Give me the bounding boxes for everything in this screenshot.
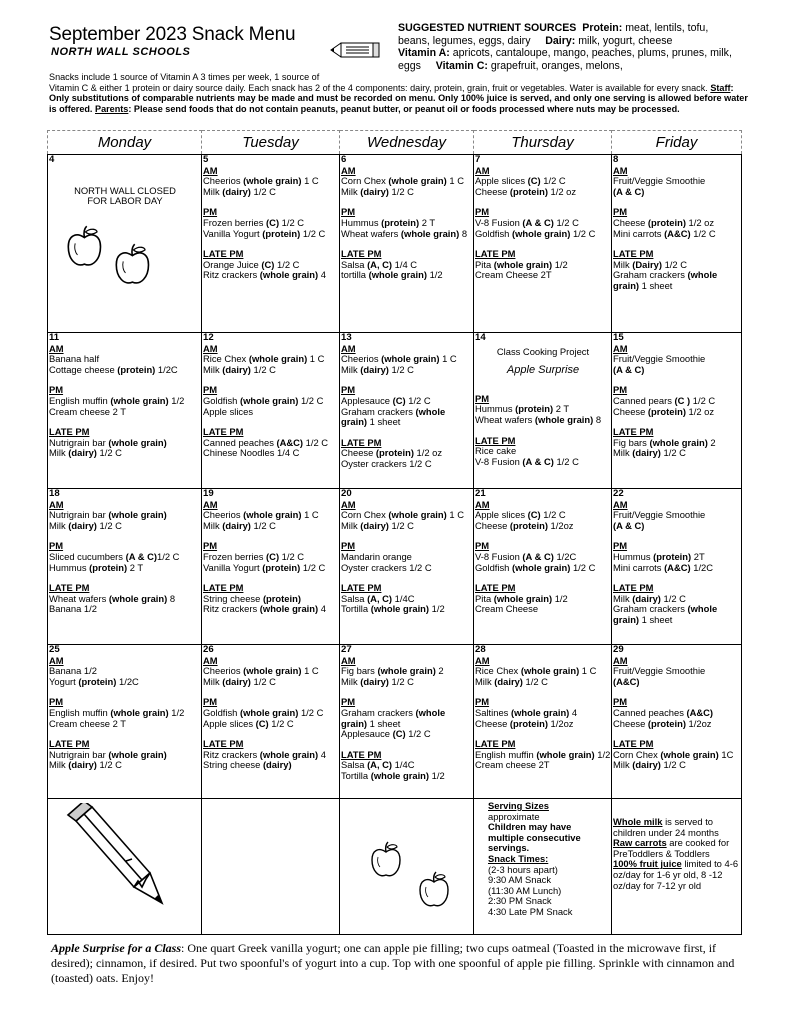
pm-label: PM xyxy=(203,206,218,218)
date-number: 25 xyxy=(49,644,60,655)
menu-item: V-8 Fusion (A & C) 1/2 C xyxy=(475,216,579,228)
date-number: 26 xyxy=(203,644,214,655)
pm-label: PM xyxy=(613,206,628,218)
am-label: AM xyxy=(341,498,356,510)
spacer xyxy=(341,375,473,385)
spacer xyxy=(203,531,339,541)
menu-item: Frozen berries (C) 1/2 C xyxy=(203,550,305,562)
am-label: AM xyxy=(613,498,628,510)
closed-notice: FOR LABOR DAY xyxy=(87,195,163,207)
protein-text: meat, lentils, tofu, beans, legumes, eggs, dairy xyxy=(398,22,709,47)
empty-cell xyxy=(202,799,340,935)
recipe-title: Apple Surprise for a Class xyxy=(51,941,182,955)
school-name: NORTH WALL SCHOOLS xyxy=(51,46,191,58)
late-pm-label: LATE PM xyxy=(341,436,382,448)
menu-item: Corn Chex (whole grain) 1 C xyxy=(341,175,464,187)
spacer xyxy=(475,531,611,541)
day-cell xyxy=(612,645,742,799)
spacer xyxy=(49,166,201,186)
menu-item: Chinese Noodles 1/4 C xyxy=(203,447,300,459)
whole-milk-text: is served to children under 24 months xyxy=(613,816,719,838)
am-label: AM xyxy=(613,654,628,666)
day-cell xyxy=(202,333,340,489)
day-cell xyxy=(202,645,340,799)
date-number: 15 xyxy=(613,332,624,343)
project-label: Class Cooking Project xyxy=(496,345,590,357)
menu-item: Cream cheese 2T xyxy=(475,759,550,771)
menu-item: Goldfish (whole grain) 1/2 C xyxy=(203,706,324,718)
menu-item: Cheerios (whole grain) 1 C xyxy=(341,353,457,365)
late-pm-label: LATE PM xyxy=(475,434,516,446)
pm-label: PM xyxy=(475,696,490,708)
pm-label: PM xyxy=(203,540,218,552)
menu-item: Cheese (protein) 1/2 oz xyxy=(475,185,577,197)
menu-item: Cream Cheese xyxy=(475,603,539,615)
late-pm-label: LATE PM xyxy=(341,248,382,260)
spacer xyxy=(475,384,611,394)
menu-item: Graham crackers (whole grain) 1 sheet xyxy=(613,269,718,291)
am-label: AM xyxy=(341,342,356,354)
am-label: AM xyxy=(341,164,356,176)
pm-label: PM xyxy=(341,696,356,708)
menu-item: English muffin (whole grain) 1/2 xyxy=(475,748,611,760)
staff-text: : Only substitutions of comparable nutrients may be made and must be recorded on menu. Only 100% juice is served, and only one serving is allowed before water is offered. xyxy=(49,82,748,114)
menu-item: Nutrigrain bar (whole grain) xyxy=(49,748,167,760)
spacer xyxy=(613,531,741,541)
menu-item: Fruit/Veggie Smoothie xyxy=(613,353,706,365)
menu-item: Yogurt (protein) 1/2C xyxy=(49,675,139,687)
serving-sizes-cell xyxy=(474,799,612,935)
apple-icon xyxy=(114,243,151,287)
spacer xyxy=(475,197,611,207)
pm-label: PM xyxy=(475,392,490,404)
menu-item: Fruit/Veggie Smoothie xyxy=(613,175,706,187)
raw-carrots-text: are cooked for PreToddlers & Toddlers xyxy=(613,837,730,859)
raw-carrots-label: Raw carrots xyxy=(613,837,667,849)
day-header: Thursday xyxy=(474,131,612,155)
spacer xyxy=(203,197,339,207)
serving-approx: approximate xyxy=(488,810,540,822)
vitamin-a-text: apricots, cantaloupe, mango, peaches, plums, prunes, milk, eggs xyxy=(398,47,732,72)
day-cell xyxy=(202,489,340,645)
spacer xyxy=(49,531,201,541)
pm-label: PM xyxy=(475,540,490,552)
date-number: 7 xyxy=(475,154,481,165)
pencil-icon xyxy=(329,38,381,64)
menu-item: Pita (whole grain) 1/2 xyxy=(475,592,568,604)
date-number: 8 xyxy=(613,154,619,165)
menu-item: Milk (dairy) 1/2 C xyxy=(613,447,686,459)
menu-item: Milk (dairy) 1/2 C xyxy=(341,185,414,197)
menu-item: Cheese (protein) 1/2 oz xyxy=(341,447,443,459)
late-pm-label: LATE PM xyxy=(203,426,244,438)
day-cell xyxy=(48,333,202,489)
day-cell xyxy=(474,645,612,799)
menu-item: String cheese (dairy) xyxy=(203,759,292,771)
menu-item: Oyster crackers 1/2 C xyxy=(341,561,432,573)
menu-item: Fruit/Veggie Smoothie xyxy=(613,509,706,521)
am-label: AM xyxy=(475,498,490,510)
spacer xyxy=(613,375,741,385)
menu-item: Cheerios (whole grain) 1 C xyxy=(203,175,319,187)
am-label: AM xyxy=(203,498,218,510)
page-title: September 2023 Snack Menu xyxy=(49,24,296,45)
snack-time: 4:30 Late PM Snack xyxy=(488,905,573,917)
menu-item: Milk (dairy) 1/2 C xyxy=(49,519,122,531)
menu-item: Nutrigrain bar (whole grain) xyxy=(49,509,167,521)
day-cell xyxy=(474,155,612,333)
date-number: 29 xyxy=(613,644,624,655)
menu-item: Saltines (whole grain) 4 xyxy=(475,706,578,718)
closed-notice: NORTH WALL CLOSED xyxy=(74,184,176,196)
menu-item: Banana 1/2 xyxy=(49,603,97,615)
day-cell xyxy=(612,489,742,645)
recipe-footer xyxy=(51,941,741,986)
am-label: AM xyxy=(49,654,64,666)
pm-label: PM xyxy=(341,384,356,396)
menu-item: Hummus (protein) 2T xyxy=(613,550,705,562)
notes-cell xyxy=(612,799,742,935)
date-number: 19 xyxy=(203,488,214,499)
spacer xyxy=(475,687,611,697)
menu-item: Cheese (protein) 1/2 oz xyxy=(613,216,715,228)
late-pm-label: LATE PM xyxy=(203,248,244,260)
snack-time: (2-3 hours apart) xyxy=(488,863,558,875)
date-number: 18 xyxy=(49,488,60,499)
am-label: AM xyxy=(49,498,64,510)
menu-item: Salsa (A, C) 1/4C xyxy=(341,592,415,604)
menu-item: tortilla (whole grain) 1/2 xyxy=(341,269,443,281)
vitamin-c-label: Vitamin C: xyxy=(435,59,488,72)
serving-note: multiple consecutive xyxy=(488,831,581,843)
pm-label: PM xyxy=(341,206,356,218)
am-label: AM xyxy=(203,654,218,666)
menu-item: Wheat wafers (whole grain) 8 xyxy=(341,227,468,239)
serving-note: servings. xyxy=(488,842,530,854)
day-cell xyxy=(48,155,202,333)
fruit-juice-text: limited to 4-6 oz/day for 1-6 yr old, 8 -12 oz/day for 7-12 yr old xyxy=(613,858,739,891)
late-pm-label: LATE PM xyxy=(49,582,90,594)
menu-item: V-8 Fusion (A & C) 1/2C xyxy=(475,550,577,562)
pm-label: PM xyxy=(203,696,218,708)
am-label: AM xyxy=(341,654,356,666)
day-header: Friday xyxy=(612,131,742,155)
menu-item: Fruit/Veggie Smoothie xyxy=(613,665,706,677)
menu-item: English muffin (whole grain) 1/2 xyxy=(49,706,185,718)
fruit-juice-note xyxy=(613,859,741,891)
date-number: 13 xyxy=(341,332,352,343)
menu-item: Applesauce (C) 1/2 C xyxy=(341,394,431,406)
menu-item: Graham crackers (whole grain) 1 sheet xyxy=(341,405,446,428)
day-header: Tuesday xyxy=(202,131,340,155)
day-cell xyxy=(612,155,742,333)
menu-item: Mandarin orange xyxy=(341,550,412,562)
serving-title: Serving Sizes xyxy=(488,800,549,811)
apple-icon xyxy=(418,871,450,909)
day-header: Wednesday xyxy=(340,131,474,155)
spacer xyxy=(203,375,339,385)
menu-item: Vanilla Yogurt (protein) 1/2 C xyxy=(203,227,326,239)
date-number: 22 xyxy=(613,488,624,499)
menu-item: Banana 1/2 xyxy=(49,665,97,677)
menu-item: Hummus (protein) 2 T xyxy=(341,216,436,228)
pm-label: PM xyxy=(341,540,356,552)
week-row xyxy=(48,333,742,489)
whole-milk-label: Whole milk xyxy=(613,816,663,827)
date-number: 6 xyxy=(341,154,347,165)
menu-item: Mini carrots (A&C) 1/2C xyxy=(613,561,714,573)
menu-item: Frozen berries (C) 1/2 C xyxy=(203,216,305,228)
late-pm-label: LATE PM xyxy=(49,738,90,750)
menu-item: Apple slices xyxy=(203,405,254,417)
menu-item: Cottage cheese (protein) 1/2C xyxy=(49,363,178,375)
menu-item: Milk (dairy) 1/2 C xyxy=(613,759,686,771)
spacer xyxy=(49,375,201,385)
date-number: 12 xyxy=(203,332,214,343)
menu-item: Milk (Dairy) 1/2 C xyxy=(613,258,687,270)
date-number: 11 xyxy=(49,332,60,343)
spacer xyxy=(341,531,473,541)
menu-item: (A & C) xyxy=(613,185,645,197)
day-cell xyxy=(340,155,474,333)
spacer xyxy=(341,687,473,697)
menu-item: Cheese (protein) 1/2 oz xyxy=(613,405,715,417)
date-number: 28 xyxy=(475,644,486,655)
apple-icon xyxy=(370,841,402,879)
late-pm-label: LATE PM xyxy=(203,738,244,750)
menu-item: Ritz crackers (whole grain) 4 xyxy=(203,748,326,760)
menu-item: Cheese (protein) 1/2oz xyxy=(613,717,712,729)
menu-item: Mini carrots (A&C) 1/2 C xyxy=(613,227,716,239)
spacer xyxy=(49,687,201,697)
vitamin-c-text: grapefruit, oranges, melons, xyxy=(490,59,623,72)
late-pm-label: LATE PM xyxy=(613,582,654,594)
pm-label: PM xyxy=(613,384,628,396)
snack-time: (11:30 AM Lunch) xyxy=(488,884,562,896)
late-pm-label: LATE PM xyxy=(613,248,654,260)
menu-item: Rice Chex (whole grain) 1 C xyxy=(203,353,325,365)
staff-label: Staff xyxy=(710,82,731,93)
intro-line-2: Vitamin C & either 1 protein or dairy source daily. Each snack has 2 of the 4 components: dairy, protein, grain, fruit or vegetables. Water is available for every snack. xyxy=(49,82,708,93)
day-header: Monday xyxy=(48,131,202,155)
day-cell xyxy=(340,489,474,645)
menu-item: Milk (dairy) 1/2 C xyxy=(475,675,548,687)
spacer xyxy=(613,197,741,207)
project-title: Apple Surprise xyxy=(506,364,580,377)
menu-item: Rice Chex (whole grain) 1 C xyxy=(475,665,597,677)
date-number: 27 xyxy=(341,644,352,655)
menu-item: Canned pears (C ) 1/2 C xyxy=(613,394,716,406)
menu-item: Canned peaches (A&C) xyxy=(613,706,714,718)
am-label: AM xyxy=(203,164,218,176)
raw-carrots-note xyxy=(613,838,741,859)
menu-item: Cheerios (whole grain) 1 C xyxy=(203,509,319,521)
week-row xyxy=(48,155,742,333)
pm-label: PM xyxy=(49,696,64,708)
intro-text xyxy=(49,72,749,114)
pm-label: PM xyxy=(613,540,628,552)
late-pm-label: LATE PM xyxy=(203,582,244,594)
spacer xyxy=(203,687,339,697)
recipe-text: : One quart Greek vanilla yogurt; one can apple pie filling; two cups oatmeal (Toasted in the microwave first, if desired); cinnamon, if desired. Put two spoonful's of yogurt into a cup. Top with one spoonful of apple pie filling. Sprinkle with cinnamon and (toasted) oats. Enjoy! xyxy=(51,941,735,985)
late-pm-label: LATE PM xyxy=(475,248,516,260)
menu-item: Banana half xyxy=(49,353,100,365)
date-number: 14 xyxy=(475,332,486,343)
menu-item: Milk (dairy) 1/2 C xyxy=(613,592,686,604)
menu-item: Salsa (A, C) 1/4C xyxy=(341,759,415,771)
menu-item: Vanilla Yogurt (protein) 1/2 C xyxy=(203,561,326,573)
am-label: AM xyxy=(475,164,490,176)
menu-item: Ritz crackers (whole grain) 4 xyxy=(203,269,326,281)
pm-label: PM xyxy=(613,696,628,708)
dairy-label: Dairy: xyxy=(545,34,576,47)
menu-item: Nutrigrain bar (whole grain) xyxy=(49,436,167,448)
menu-item: Tortilla (whole grain) 1/2 xyxy=(341,603,445,615)
am-label: AM xyxy=(613,342,628,354)
menu-item: Tortilla (whole grain) 1/2 xyxy=(341,769,445,781)
day-cell xyxy=(48,645,202,799)
day-cell xyxy=(612,333,742,489)
menu-item: Orange Juice (C) 1/2 C xyxy=(203,258,300,270)
menu-item: Pita (whole grain) 1/2 xyxy=(475,258,568,270)
serving-note: Children may have xyxy=(488,821,572,833)
week-row xyxy=(48,489,742,645)
date-number: 4 xyxy=(49,154,55,165)
pm-label: PM xyxy=(49,540,64,552)
menu-item: Cream cheese 2 T xyxy=(49,717,126,729)
am-label: AM xyxy=(613,164,628,176)
menu-item: Applesauce (C) 1/2 C xyxy=(341,728,431,740)
day-header-row xyxy=(48,131,742,155)
vitamin-a-label: Vitamin A: xyxy=(398,47,450,60)
menu-item: (A & C) xyxy=(613,363,645,375)
menu-item: Milk (dairy) 1/2 C xyxy=(341,519,414,531)
pm-label: PM xyxy=(203,384,218,396)
menu-item: Ritz crackers (whole grain) 4 xyxy=(203,603,326,615)
menu-item: Wheat wafers (whole grain) 8 xyxy=(475,413,602,425)
date-number: 21 xyxy=(475,488,486,499)
late-pm-label: LATE PM xyxy=(613,426,654,438)
spacer xyxy=(613,687,741,697)
menu-item: Oyster crackers 1/2 C xyxy=(341,457,432,469)
snack-times-title: Snack Times: xyxy=(488,852,549,864)
menu-item: Milk (dairy) 1/2 C xyxy=(203,519,276,531)
menu-item: Cream Cheese 2T xyxy=(475,269,552,281)
late-pm-label: LATE PM xyxy=(341,582,382,594)
apples-cell xyxy=(340,799,474,935)
day-cell xyxy=(474,333,612,489)
menu-item: Graham crackers (whole grain) 1 sheet xyxy=(341,706,446,729)
menu-item: Goldfish (whole grain) 1/2 C xyxy=(475,227,596,239)
menu-item: Milk (dairy) 1/2 C xyxy=(341,675,414,687)
late-pm-label: LATE PM xyxy=(475,582,516,594)
dairy-text: milk, yogurt, cheese xyxy=(578,34,673,47)
menu-item: Canned peaches (A&C) 1/2 C xyxy=(203,436,329,448)
menu-item: Milk (dairy) 1/2 C xyxy=(203,185,276,197)
menu-item: Wheat wafers (whole grain) 8 xyxy=(49,592,176,604)
menu-item: English muffin (whole grain) 1/2 xyxy=(49,394,185,406)
menu-item: (A&C) xyxy=(613,675,640,687)
snack-time: 2:30 PM Snack xyxy=(488,895,552,907)
menu-item: Corn Chex (whole grain) 1C xyxy=(613,748,734,760)
bottom-row xyxy=(48,799,742,935)
whole-milk-note xyxy=(613,817,741,838)
menu-item: Milk (dairy) 1/2 C xyxy=(49,447,122,459)
menu-item: Milk (dairy) 1/2 C xyxy=(49,759,122,771)
menu-item: Apple slices (C) 1/2 C xyxy=(475,509,566,521)
menu-item: Corn Chex (whole grain) 1 C xyxy=(341,509,464,521)
menu-item: Rice cake xyxy=(475,445,517,457)
menu-item: Fig bars (whole grain) 2 xyxy=(341,665,444,677)
protein-label: Protein: xyxy=(582,22,623,34)
intro-line-1: Snacks include 1 source of Vitamin A 3 times per week, 1 source of xyxy=(49,72,320,82)
day-cell xyxy=(474,489,612,645)
day-cell xyxy=(340,645,474,799)
menu-item: Milk (dairy) 1/2 C xyxy=(203,675,276,687)
spacer xyxy=(341,197,473,207)
date-number: 20 xyxy=(341,488,352,499)
am-label: AM xyxy=(203,342,218,354)
menu-item: Milk (dairy) 1/2 C xyxy=(341,363,414,375)
menu-item: Goldfish (whole grain) 1/2 C xyxy=(203,394,324,406)
late-pm-label: LATE PM xyxy=(49,426,90,438)
menu-item: (A & C) xyxy=(613,519,645,531)
late-pm-label: LATE PM xyxy=(475,738,516,750)
menu-item: Graham crackers (whole grain) 1 sheet xyxy=(613,603,718,625)
pencil-cell xyxy=(48,799,202,935)
am-label: AM xyxy=(49,342,64,354)
nutrient-heading: SUGGESTED NUTRIENT SOURCES xyxy=(398,22,577,34)
menu-item: Cheese (protein) 1/2oz xyxy=(475,717,574,729)
late-pm-label: LATE PM xyxy=(613,738,654,750)
parents-label: Parents xyxy=(95,103,129,114)
pencil-illustration xyxy=(54,803,172,911)
fruit-juice-label: 100% fruit juice xyxy=(613,858,682,870)
menu-item: Cheese (protein) 1/2oz xyxy=(475,519,574,531)
day-cell xyxy=(340,333,474,489)
date-number: 5 xyxy=(203,154,209,165)
day-cell xyxy=(48,489,202,645)
menu-item: Apple slices (C) 1/2 C xyxy=(475,175,566,187)
menu-item: Cheerios (whole grain) 1 C xyxy=(203,665,319,677)
menu-item: Cream cheese 2 T xyxy=(49,405,126,417)
menu-item: Goldfish (whole grain) 1/2 C xyxy=(475,561,596,573)
menu-item: Fig bars (whole grain) 2 xyxy=(613,436,716,448)
snack-time: 9:30 AM Snack xyxy=(488,874,552,886)
am-label: AM xyxy=(475,654,490,666)
pm-label: PM xyxy=(49,384,64,396)
pm-label: PM xyxy=(475,206,490,218)
menu-item: Sliced cucumbers (A & C)1/2 C xyxy=(49,550,180,562)
nutrient-sources xyxy=(398,22,738,72)
apple-icon xyxy=(66,225,103,269)
menu-item: Salsa (A, C) 1/4 C xyxy=(341,258,418,270)
menu-item: Hummus (protein) 2 T xyxy=(49,561,144,573)
menu-item: String cheese (protein) xyxy=(203,592,301,604)
week-row xyxy=(48,645,742,799)
menu-item: Apple slices (C) 1/2 C xyxy=(203,717,294,729)
menu-item: V-8 Fusion (A & C) 1/2 C xyxy=(475,455,579,467)
notes-text xyxy=(613,817,741,891)
day-cell xyxy=(202,155,340,333)
menu-calendar xyxy=(47,130,742,935)
menu-item: Hummus (protein) 2 T xyxy=(475,403,570,415)
menu-item: Milk (dairy) 1/2 C xyxy=(203,363,276,375)
late-pm-label: LATE PM xyxy=(341,748,382,760)
parents-text: : Please send foods that do not contain peanuts, peanut butter, or peanut oil or foods processed where nuts may be processed. xyxy=(128,103,680,114)
